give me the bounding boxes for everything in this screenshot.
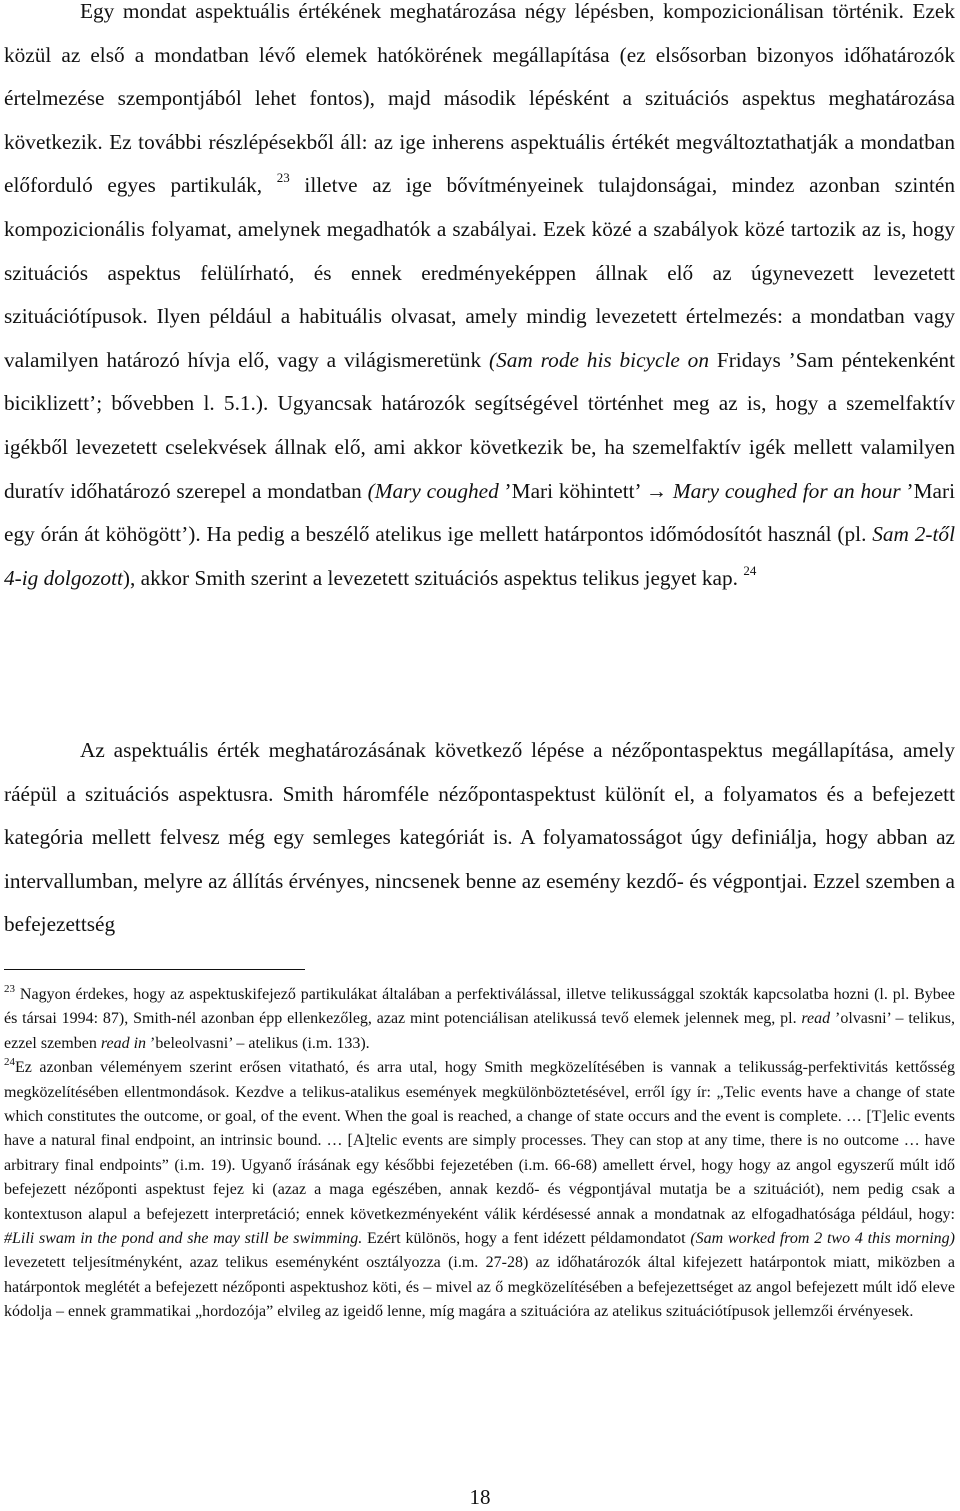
footnote-24-number: 24 <box>4 1055 15 1068</box>
footnote-separator <box>4 969 305 970</box>
footnote-24 <box>4 1056 955 1324</box>
footnote-24-text-2: Ezért különös, hogy a fent idézett példamondatot <box>362 1230 691 1248</box>
footnote-24-italic-2: (Sam worked from 2 two 4 this morning) <box>690 1230 956 1248</box>
footnote-24-italic-1: #Lili swam in the pond and she may still be swimming. <box>4 1230 363 1248</box>
paragraph-1-text-4: ’Mari köhintett’ → <box>498 478 673 503</box>
body-paragraph-2 <box>4 729 955 947</box>
paragraph-1-text-5: ’Mari egy órán át köhögött’). Ha pedig a beszélő atelikus ige mellett határpontos időmódosítót használ (pl. <box>4 478 955 547</box>
footnote-23-text-2: ’olvasni’ – telikus, ezzel szemben <box>4 1010 955 1052</box>
footnote-23-number: 23 <box>4 982 15 995</box>
footnote-ref-23[interactable]: 23 <box>276 170 290 186</box>
footnote-23-text-1: Nagyon érdekes, hogy az aspektuskifejező partikulákat általában a perfektiválással, illetve telikussággal szokták kapcsolatba hozni (l. pl. Bybee és társai 1994: 87), Smith-nél azonban épp ellenkezőleg, azaz mint potenciálisan atelikussá tevő elemek jelennek meg, pl. <box>4 986 955 1028</box>
footnotes <box>4 983 955 1325</box>
paragraph-2-text: Az aspektuális érték meghatározásának következő lépése a nézőpontaspektus megállapítása, amely ráépül a szituációs aspektusra. Smith háromféle nézőpontaspektust különít el, a folyamatos és a befejezett kategória mellett felvesz még egy semleges kategóriát is. A folyamatosságot úgy definiálja, hogy abban az intervallumban, melyre az állítás érvényes, nincsenek benne az esemény kezdő- és végpontjai. Ezzel szemben a befejezettség <box>4 738 955 937</box>
paragraph-1-text-6: ), akkor Smith szerint a levezetett szituációs aspektus telikus jegyet kap. <box>122 565 738 590</box>
paragraph-1-text-3: Fridays ’Sam péntekenként biciklizett’; bővebben l. 5.1.). Ugyancsak határozók segítségével történhet meg az is, hogy a szemelfaktív igékből levezetett cselekvések állnak elő, ami akkor következik be, ha szemelfaktív igék mellett valamilyen duratív időhatározó szerepel a mondatban <box>4 347 955 503</box>
footnote-23-italic-1: read <box>801 1010 831 1028</box>
paragraph-1-text-2: illetve az ige bővítményeinek tulajdonságai, mindez azonban szintén kompozicionális folyamat, amelynek megadhatók a szabályai. Ezek közé a szabályok közé tartozik az is, hogy szituációs aspektus felülírható, és ennek eredményeképpen állnak elő az úgynevezett levezetett szituációtípusok. Ilyen például a habituális olvasat, amely mindig levezetett értelmezés: a mondatban vagy valamilyen határozó hívja elő, vagy a világismeretünk <box>4 173 956 372</box>
page-number: 18 <box>469 1485 491 1509</box>
footnote-ref-24[interactable]: 24 <box>743 562 757 578</box>
footnote-23 <box>4 983 955 1056</box>
example-mary-coughed: (Mary coughed <box>367 478 499 503</box>
body-paragraph-1 <box>4 0 955 600</box>
example-sam-dolgozott: Sam 2-től 4-ig dolgozott <box>4 522 955 590</box>
footnote-23-text-3: ’beleolvasni’ – atelikus (i.m. 133). <box>146 1034 370 1052</box>
paragraph-1-text-1: Egy mondat aspektuális értékének meghatározása négy lépésben, kompozicionálisan történik. Ezek közül az első a mondatban lévő elemek hatókörének megállapítása (ez elsősorban bizonyos időhatározók értelmezése szempontjából lehet fontos), majd második lépésként a szituációs aspektus meghatározása következik. Ez további részlépésekből áll: az ige inherens aspektuális értékét megváltoztathatják a mondatban előforduló egyes partikulák, <box>4 0 955 198</box>
footnote-23-italic-2: read in <box>100 1034 147 1052</box>
example-sam-bicycle: (Sam rode his bicycle on <box>489 347 709 372</box>
footnote-24-text-1: Ez azonban véleményem szerint erősen vitatható, és arra utal, hogy Smith megközelítésében is vannak a telikusság-perfektivitás kettősség megközelítésében ellentmondások. Kezdve a telikus-atalikus események megkülönböztetésével, erről így ír: „Telic events have a change of state which constitutes the outcome, or goal, of the event. When the goal is reached, a change of state occurs and the event is complete. … [T]elic events have a natural final endpoint, an intrinsic bound. … [A]telic events are simply processes. They can stop at any time, there is no outcome … have arbitrary final endpoints” (i.m. 19). Ugyanő írásának egy későbbi fejezetében (i.m. 66-68) amellett érvel, hogy hogy az angol egyszerű múlt idő befejezett nézőponti aspektust fejez ki (azaz a maga egészében, annak kezdő- és végpontjával mutatja be a szituációt), nem pedig csak a kontextuson alapul a befejezett interpretáció; ennek következményeként válik kérdésessé annak a mondatnak az elfogadhatósága például, hogy: <box>4 1059 955 1223</box>
example-mary-coughed-hour: Mary coughed for an hour <box>672 478 901 503</box>
footnote-24-text-3: levezetett teljesítményként, azaz telikus eseményként osztályozza (i.m. 27-28) az időhatározók által kifejezett határpontok miatt, miközben a határpontok meglétét a befejezett nézőponti aspektushoz köti, és – mivel az ő megközelítésében a befejezettséget az angol befejezett múlt idő eleve kódolja – ennek grammatikai „hordozója” elvileg az igeidő lenne, míg magára a szituációra az atelikus szituációtípusok jellemzői érvényesek. <box>4 1254 955 1321</box>
